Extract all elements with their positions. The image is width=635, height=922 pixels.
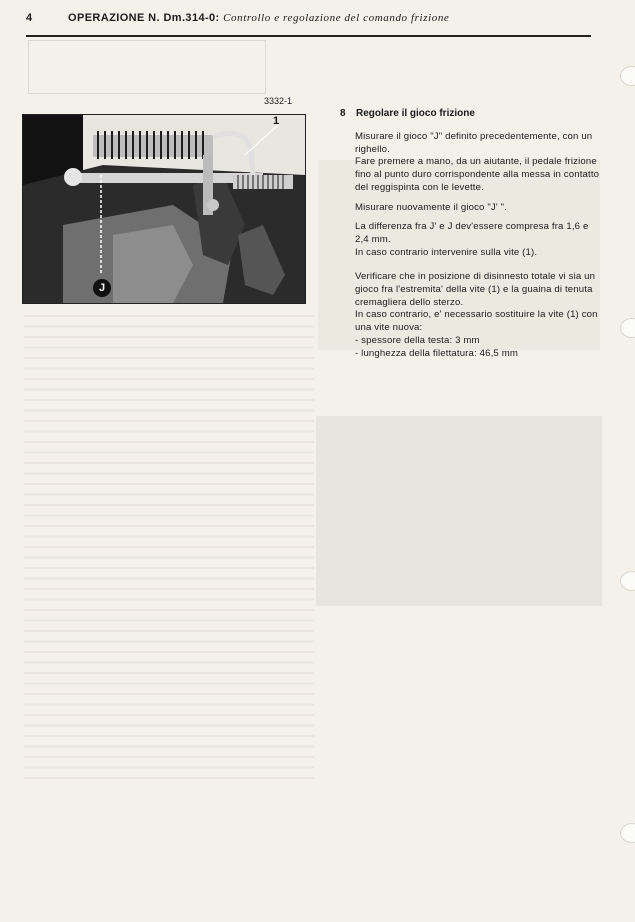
step-number: 8 — [340, 108, 346, 119]
bleed-through-panel-lower — [316, 416, 602, 606]
step-heading — [340, 108, 605, 119]
clutch-photo — [22, 114, 306, 304]
callout-1: 1 — [273, 115, 280, 127]
figure-code: 3332-1 — [264, 96, 293, 106]
step-title: Regolare il gioco frizione — [356, 108, 475, 119]
header-rule — [26, 35, 591, 37]
instruction-paragraph: Fare premere a mano, da un aiutante, il pedale frizione fino al punto duro corrispondente alla messa in contatto del reggispinta con le levette. — [355, 156, 600, 193]
bleed-through-text-column — [24, 310, 314, 780]
spec-item: - lunghezza della filettatura: 46,5 mm — [355, 347, 519, 359]
clutch-mechanism-illustration — [23, 115, 305, 303]
operation-subtitle: Controllo e regolazione del comando frizione — [223, 12, 450, 24]
spec-item: - spessore della testa: 3 mm — [355, 334, 480, 346]
step-body — [355, 131, 605, 360]
page-number: 4 — [26, 12, 33, 24]
punch-hole — [620, 66, 635, 86]
instruction-paragraph: Misurare nuovamente il gioco "J' ". — [355, 201, 507, 213]
instructions — [340, 108, 605, 360]
punch-hole — [620, 571, 635, 591]
punch-hole — [620, 318, 635, 338]
instruction-paragraph: In caso contrario, e' necessario sostituire la vite (1) con una vite nuova: — [355, 309, 598, 334]
page-title — [68, 12, 449, 24]
operation-code: OPERAZIONE N. Dm.314-0: — [68, 12, 220, 24]
bleed-through-box — [28, 40, 266, 94]
callout-j: J — [93, 279, 111, 297]
instruction-paragraph: Misurare il gioco "J" definito precedentemente, con un righello. — [355, 131, 593, 155]
instruction-paragraph: La differenza fra J' e J dev'essere compresa fra 1,6 e 2,4 mm. — [355, 221, 589, 245]
instruction-paragraph: In caso contrario intervenire sulla vite (1). — [355, 246, 538, 258]
instruction-paragraph: Verificare che in posizione di disinnesto totale vi sia un gioco fra l'estremita' della vite (1) e la guaina di tenuta cremagliera dello sterzo. — [355, 271, 596, 308]
punch-hole — [620, 823, 635, 843]
